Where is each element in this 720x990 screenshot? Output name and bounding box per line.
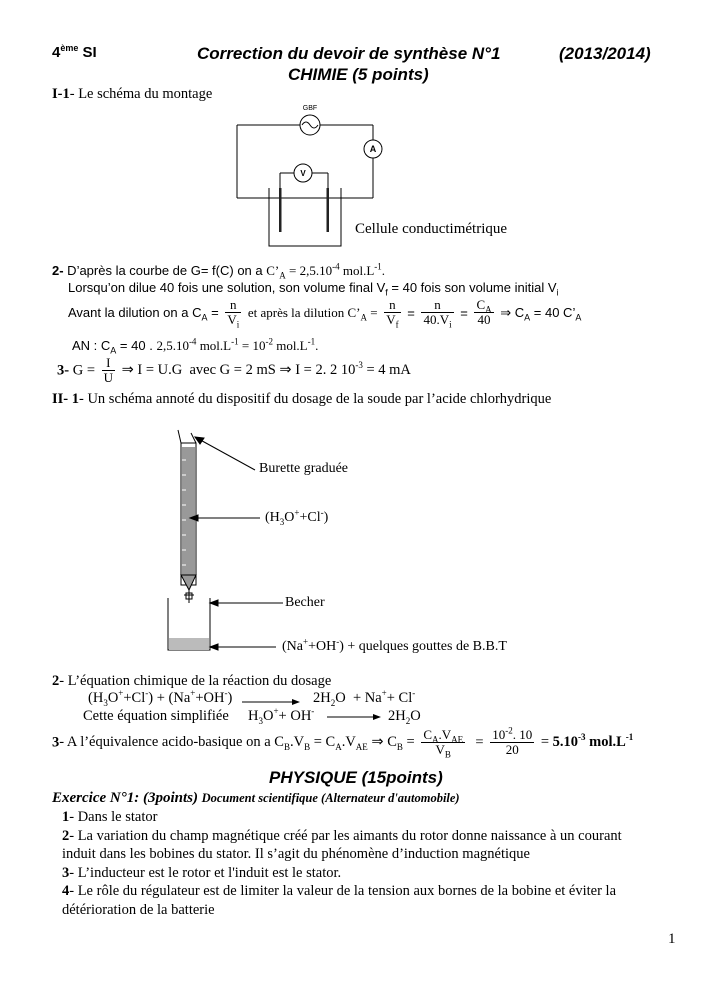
voltmeter-label: V <box>300 169 306 178</box>
document-title: Correction du devoir de synthèse N°1 <box>197 44 501 63</box>
question-2-value: $C’_A = 2,5.10^{-4}$ $mol.L^{-1}$. <box>266 261 386 281</box>
question-i1-number: I-1 <box>52 86 70 102</box>
reaction-arrow-1 <box>242 698 300 706</box>
reaction-arrow-2 <box>327 713 381 721</box>
question-3-text: ⇒ I = U.G avec G = 2 mS ⇒ I = 2. 2 $10^{-3} = 4$ mA <box>121 360 411 379</box>
fraction-n2-numerator: n <box>384 298 400 313</box>
answer-4-line1 <box>62 883 616 900</box>
question-2-text: D’après la courbe de G= f(C) on a <box>63 263 267 278</box>
question-2-line2: Lorsqu’on dilue 40 fois une solution, son volume final $V_f = 40$ fois son volume initial $V_i$ <box>68 280 559 298</box>
equivalence-number: 3 <box>52 734 60 751</box>
grade-number: 4 <box>52 44 61 61</box>
question-ii1-text: - Un schéma annoté du dispositif du dosage de la soude par l’acide chlorhydrique <box>79 391 552 407</box>
question-2-line1 <box>52 263 385 279</box>
gbf-generator <box>300 105 320 135</box>
question-2-number: 2- <box>52 263 64 278</box>
gbf-label: GBF <box>302 105 318 112</box>
equivalence-text: - A l’équivalence acido-basique on a $C_B.V_B = C_A.V_{AE}$ ⇒ $C_B$ = <box>59 734 415 753</box>
grade-sup: ème <box>60 43 79 53</box>
fraction-n-40vi <box>421 298 453 328</box>
fraction-i-numerator: I <box>102 356 115 371</box>
answer-3 <box>62 865 341 882</box>
burette-label: Burette graduée <box>259 461 349 476</box>
fraction-n-numerator: n <box>225 298 241 313</box>
question-ii1 <box>52 391 551 408</box>
fraction-vf-denominator: $V_f$ <box>386 312 399 330</box>
question-equivalence <box>52 725 634 760</box>
dilution-before: Avant la dilution on a $C_A$ = <box>68 305 219 323</box>
chemistry-section-title: CHIMIE (5 points) <box>288 65 429 84</box>
equals-1: = <box>407 305 415 321</box>
answer-3-text: - L’inducteur est le rotor et l'induit est le stator. <box>69 865 342 881</box>
equals-2: = <box>460 305 468 321</box>
question-3-number: 3- <box>57 362 70 379</box>
equivalence-result: = $5.10^{-3}$ $mol.L^{-1}$ <box>540 732 634 751</box>
ammeter-label: A <box>369 144 377 154</box>
answer-4-text-1: - Le rôle du régulateur est de limiter la valeur de la tension aux bornes de la bobine et éviter la <box>69 883 617 899</box>
fraction-n3-numerator: n <box>421 298 453 313</box>
answer-2-line2: induit dans les bobines du stator. Il s’agit du phénomène d’induction magnétique <box>62 846 530 862</box>
fraction-u-denominator: U <box>103 370 114 386</box>
ammeter-icon <box>364 140 382 158</box>
answer-1-text: - Dans le stator <box>69 809 158 825</box>
base-solution-label: (Na++OH-) + quelques gouttes de B.B.T <box>282 636 507 654</box>
question-i1 <box>52 86 212 103</box>
exercise-1-title <box>52 790 460 807</box>
fraction-cava-numerator: $C_A.V_{AE}$ <box>423 727 464 745</box>
simplified-equation-right: $2H_2O$ <box>388 708 421 726</box>
equals-3: = <box>471 734 484 751</box>
fraction-n-vi <box>225 298 241 328</box>
voltmeter-icon <box>294 164 312 182</box>
exercise-1-subtitle: Document scientifique (Alternateur d'automobile) <box>201 791 460 805</box>
cell-label: Cellule conductimétrique <box>355 221 508 237</box>
fraction-ca-numerator: $C_A$ <box>476 297 492 315</box>
equation-number: 2 <box>52 673 60 689</box>
dilution-after: et après la dilution $C’_A$ = <box>247 304 378 323</box>
grade-suffix: SI <box>82 44 97 61</box>
answer-2-text-1: - La variation du champ magnétique créé par les aimants du rotor donne naissance à un courant <box>69 828 622 844</box>
answer-3-number: 3 <box>62 865 70 881</box>
equation-right: $2H_2O + Na^++ Cl^-$ <box>313 688 416 708</box>
fraction-n-vf <box>384 298 400 328</box>
question-2-line3 <box>68 298 581 328</box>
fraction-40vi-denominator: $40.V_i$ <box>423 312 452 330</box>
question-3-prefix: G = <box>72 362 95 379</box>
answer-1-number: 1 <box>62 809 70 825</box>
question-i1-text: - Le schéma du montage <box>69 86 213 102</box>
page-number: 1 <box>668 931 676 947</box>
physics-section-title: PHYSIQUE (15points) <box>269 768 443 787</box>
question-3 <box>57 356 411 386</box>
dilution-result: ⇒ $C_A = 40$ $C’_A$ <box>500 304 582 323</box>
fraction-numeric-numerator: $10^{-2}$. 10 <box>492 725 533 742</box>
grade-label <box>52 44 97 61</box>
school-year: (2013/2014) <box>559 44 651 63</box>
fraction-vb-denominator: $V_B$ <box>435 742 451 760</box>
answer-1 <box>62 809 157 826</box>
fraction-cava-vb <box>421 728 465 758</box>
fraction-vi-denominator: $V_i$ <box>227 312 240 330</box>
simplified-equation-label: Cette équation simplifiée <box>83 708 229 724</box>
answer-4-number: 4 <box>62 883 70 899</box>
fraction-40-denominator: 40 <box>477 312 491 328</box>
acid-solution-label: $(H_3O^++Cl^-)$ <box>265 507 329 527</box>
fraction-ca-40 <box>474 298 493 328</box>
fraction-20-denominator: 20 <box>505 742 519 758</box>
simplified-equation-left: $H_3O^++ OH^-$ <box>248 706 315 726</box>
becher-label: Becher <box>285 595 325 610</box>
equation-title-text: - L’équation chimique de la réaction du dosage <box>59 673 332 689</box>
fraction-numeric <box>490 725 534 758</box>
answer-2-line1 <box>62 828 622 845</box>
answer-4-line2: détérioration de la batterie <box>62 902 215 918</box>
numerical-application: AN : $C_A = 40$ . $2,5.10^{-4}$ $mol.L^{-1} = 10^{-2}$ $mol.L^{-1}$. <box>72 336 319 356</box>
answer-2-number: 2 <box>62 828 70 844</box>
equation-left: $(H_3O^++Cl^-) + (Na^++OH^-)$ <box>88 688 233 708</box>
question-ii1-number: II- 1 <box>52 391 79 407</box>
exercise-1-heading: Exercice N°1: (3points) <box>52 790 198 806</box>
fraction-i-u <box>102 356 115 386</box>
